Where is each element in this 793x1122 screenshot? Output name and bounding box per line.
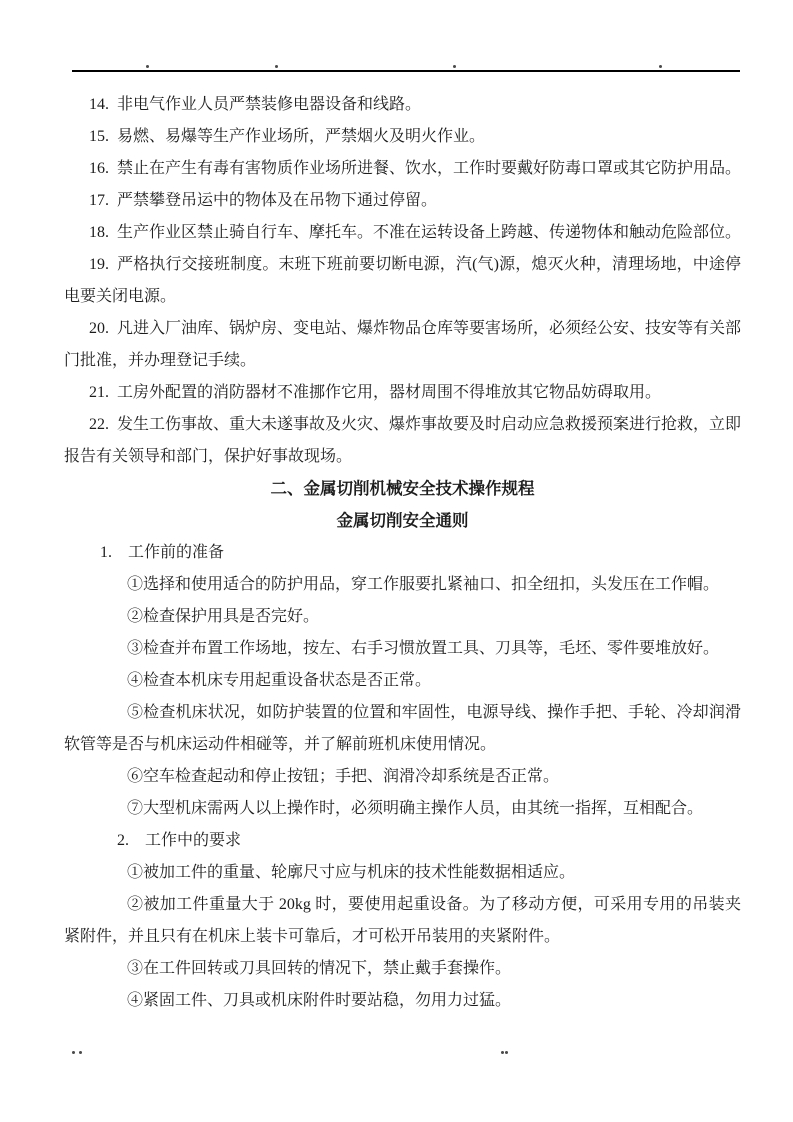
general-rule-item-19: 19. 严格执行交接班制度。末班下班前要切断电源，汽(气)源，熄灭火种，清理场地，中途停电要关闭电源。	[64, 256, 741, 305]
section-subheading: 金属切削安全通则	[336, 511, 469, 530]
dot-mark	[659, 65, 662, 68]
dot-mark	[79, 1051, 82, 1054]
during-work-step-1: ①被加工件的重量、轮廓尺寸应与机床的技术性能数据相适应。	[127, 864, 576, 881]
general-rule-item-14: 14. 非电气作业人员严禁装修电器设备和线路。	[89, 96, 422, 113]
general-rule-item-20: 20. 凡进入厂油库、锅炉房、变电站、爆炸物品仓库等要害场所，必须经公安、技安等有关部门批准，并办理登记手续。	[64, 320, 742, 369]
before-work-step-2: ②检查保护用具是否完好。	[127, 608, 320, 625]
before-work-step-3: ③检查并布置工作场地，按左、右手习惯放置工具、刀具等，毛坯、零件要堆放好。	[127, 640, 720, 657]
dot-mark	[146, 65, 149, 68]
before-work-step-5: ⑤检查机床状况，如防护装置的位置和牢固性，电源导线、操作手把、手轮、冷却润滑软管等是否与机床运动件相碰等，并了解前班机床使用情况。	[64, 704, 741, 753]
general-rule-item-16: 16. 禁止在产生有毒有害物质作业场所进餐、饮水，工作时要戴好防毒口罩或其它防护用品。	[89, 160, 742, 177]
before-work-step-7: ⑦大型机床需两人以上操作时，必须明确主操作人员，由其统一指挥，互相配合。	[127, 800, 704, 817]
dot-mark	[275, 65, 278, 68]
subsection-title-before-work: 1. 工作前的准备	[100, 544, 225, 561]
section-heading: 二、金属切削机械安全技术操作规程	[270, 479, 535, 498]
before-work-step-6: ⑥空车检查起动和停止按钮；手把、润滑冷却系统是否正常。	[127, 768, 560, 785]
before-work-step-1: ①选择和使用适合的防护用品，穿工作服要扎紧袖口、扣全纽扣，头发压在工作帽。	[127, 576, 720, 593]
general-rule-item-17: 17. 严禁攀登吊运中的物体及在吊物下通过停留。	[89, 192, 438, 209]
dot-mark	[505, 1051, 508, 1054]
during-work-step-2: ②被加工件重量大于 20kg 时，要使用起重设备。为了移动方便，可采用专用的吊装夹紧附件，并且只有在机床上装卡可靠后，才可松开吊装用的夹紧附件。	[64, 896, 741, 945]
dot-mark	[501, 1051, 504, 1054]
document-content	[64, 89, 741, 1017]
during-work-step-3: ③在工件回转或刀具回转的情况下，禁止戴手套操作。	[127, 960, 512, 977]
general-rule-item-22: 22. 发生工伤事故、重大未遂事故及火灾、爆炸事故要及时启动应急救援预案进行抢救，立即报告有关领导和部门，保护好事故现场。	[64, 416, 742, 465]
during-work-step-4: ④紧固工件、刀具或机床附件时要站稳，勿用力过猛。	[127, 992, 512, 1009]
dot-mark	[72, 1051, 75, 1054]
general-rule-item-21: 21. 工房外配置的消防器材不准挪作它用，器材周围不得堆放其它物品妨碍取用。	[89, 384, 662, 401]
before-work-step-4: ④检查本机床专用起重设备状态是否正常。	[127, 672, 432, 689]
general-rule-item-15: 15. 易燃、易爆等生产作业场所，严禁烟火及明火作业。	[89, 128, 486, 145]
dot-mark	[453, 65, 456, 68]
subsection-title-during-work: 2. 工作中的要求	[117, 832, 242, 849]
header-border-line	[72, 70, 740, 72]
general-rule-item-18: 18. 生产作业区禁止骑自行车、摩托车。不准在运转设备上跨越、传递物体和触动危险部位。	[89, 224, 742, 241]
